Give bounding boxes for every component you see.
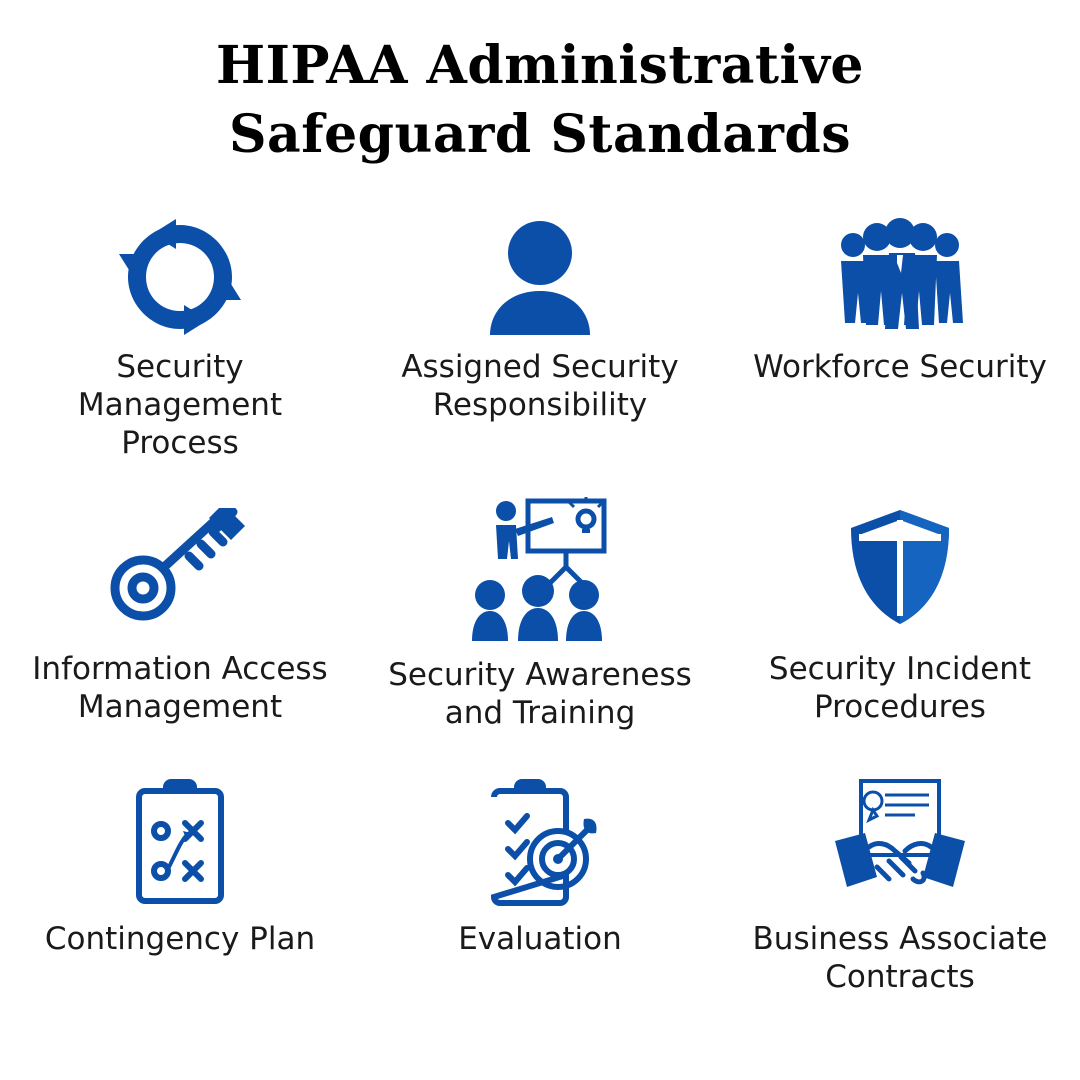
standard-label: Security Awareness and Training — [388, 657, 692, 732]
clipboard-strategy-icon — [125, 773, 235, 913]
standard-item-security-management-process — [0, 207, 360, 487]
standard-item-contingency-plan — [0, 767, 360, 1047]
standard-label: Information Access Management — [32, 651, 328, 726]
page-title-line-2: Safeguard Standards — [228, 103, 852, 165]
standard-label: Business Associate Contracts — [752, 921, 1048, 996]
standard-item-security-awareness-and-training — [360, 487, 720, 767]
shield-icon — [845, 493, 955, 643]
standard-label: Assigned Security Responsibility — [401, 349, 679, 424]
person-icon — [485, 213, 595, 341]
standard-item-assigned-security-responsibility — [360, 207, 720, 487]
page-title-line-1: HIPAA Administrative — [215, 35, 865, 96]
standard-item-evaluation — [360, 767, 720, 1047]
standard-label: Contingency Plan — [44, 921, 316, 958]
key-icon — [105, 493, 255, 643]
standard-label: Security Management Process — [77, 349, 283, 461]
cycle-arrows-icon — [118, 213, 242, 341]
standard-item-security-incident-procedures — [720, 487, 1080, 767]
group-of-people-icon — [835, 213, 965, 341]
standard-item-workforce-security — [720, 207, 1080, 487]
standard-label: Evaluation — [458, 921, 622, 958]
standard-label: Workforce Security — [753, 349, 1047, 386]
standards-grid — [0, 207, 1080, 1047]
standard-item-information-access-management — [0, 487, 360, 767]
standard-item-business-associate-contracts — [720, 767, 1080, 1047]
page-title — [0, 0, 1080, 169]
clipboard-target-icon — [480, 773, 600, 913]
standard-label: Security Incident Procedures — [768, 651, 1032, 726]
training-presentation-icon — [470, 493, 610, 643]
handshake-contract-icon — [825, 773, 975, 913]
